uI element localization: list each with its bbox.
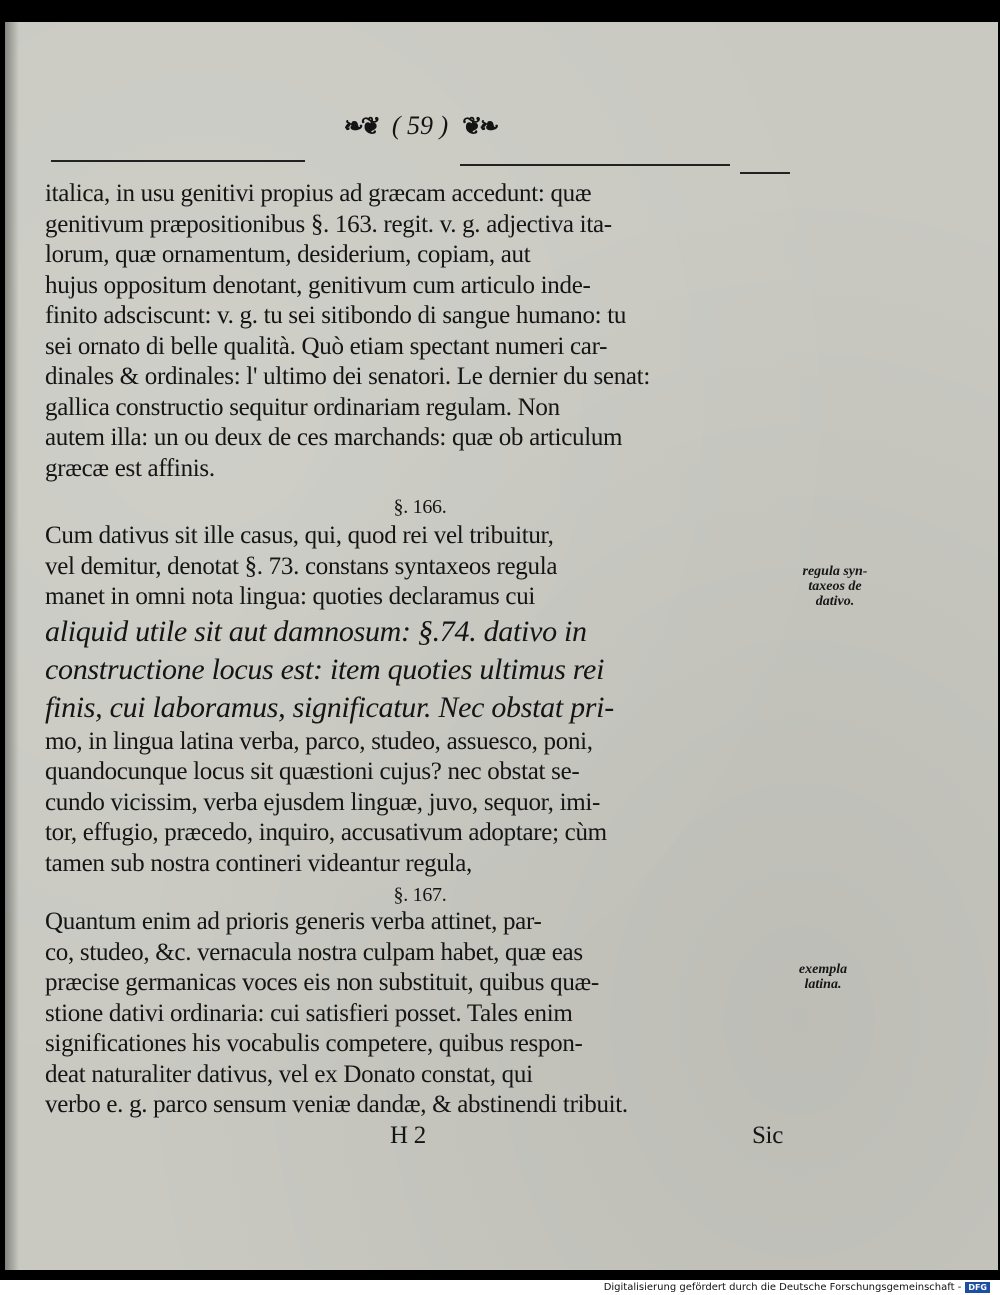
text-line: stione dativi ordinaria: cui satisfieri posset. Tales enim (45, 999, 573, 1027)
italic-rule-line: constructione locus est: item quoties ultimus rei (45, 652, 605, 686)
section-heading-166: §. 166. (393, 496, 447, 518)
text-line: verbo e. g. parco sensum veniæ dandæ, & abstinendi tribuit. (45, 1091, 628, 1118)
page-foot-line (45, 1121, 795, 1152)
text-line: finito adsciscunt: v. g. tu sei sitibondo di sangue humano: tu (45, 302, 627, 329)
text-line: vel demitur, denotat §. 73. constans syntaxeos regula (45, 552, 558, 580)
italic-rule-line: aliquid utile sit aut damnosum: §.74. dativo in (45, 614, 587, 648)
footer-credit-text: Digitalisierung gefördert durch die Deutsche Forschungsgemeinschaft - (603, 1282, 962, 1293)
dfg-logo-icon: DFG (965, 1282, 990, 1293)
header-rule-left (51, 160, 305, 162)
spacer (45, 484, 795, 494)
text-line: mo, in lingua latina verba, parco, studeo, assuesco, poni, (45, 727, 593, 755)
signature-mark: H 2 (390, 1121, 426, 1149)
body-text (45, 179, 795, 1151)
text-line: co, studeo, &c. vernacula nostra culpam habet, quæ eas (45, 938, 583, 966)
digitization-footer (0, 1280, 1000, 1295)
page-number: ( 59 ) (391, 111, 449, 140)
margin-note-syntax-rule: regula syn- taxeos de dativo. (802, 564, 868, 609)
text-line: genitivum præpositionibus §. 163. regit. v. g. adjectiva ita- (45, 210, 612, 238)
margin-note-latin-examples: exempla latina. (798, 962, 848, 992)
catchword: Sic (751, 1121, 783, 1149)
header-rule-middle (460, 164, 730, 166)
text-line: hujus oppositum denotant, genitivum cum articulo inde- (45, 271, 591, 299)
text-line: dinales & ordinales: l' ultimo dei senatori. Le dernier du senat: (45, 363, 650, 390)
text-line: significationes his vocabulis competere, quibus respon- (45, 1030, 583, 1057)
header-rule-right (740, 172, 790, 174)
text-line: præcise germanicas voces eis non substituit, quibus quæ- (45, 969, 599, 996)
scanned-page (5, 22, 998, 1270)
text-line: græcæ est affinis. (45, 454, 215, 482)
section-heading-167: §. 167. (393, 884, 447, 906)
text-line: deat naturaliter dativus, vel ex Donato constat, qui (45, 1060, 533, 1088)
text-line: cundo vicissim, verba ejusdem linguæ, juvo, sequor, imi- (45, 788, 601, 816)
ornament-right-icon: ❦❧ (462, 113, 497, 140)
text-line: Cum dativus sit ille casus, qui, quod rei vel tribuitur, (45, 522, 554, 549)
italic-rule-line: finis, cui laboramus, significatur. Nec obstat pri- (45, 690, 614, 724)
text-line: italica, in usu genitivi propius ad græcam accedunt: quæ (45, 180, 592, 207)
text-line: autem illa: un ou deux de ces marchands: quæ ob articulum (45, 424, 623, 451)
text-line: manet in omni nota lingua: quoties declaramus cui (45, 583, 536, 610)
text-line: tor, effugio, præcedo, inquiro, accusativum adoptare; cùm (45, 819, 607, 846)
text-line: lorum, quæ ornamentum, desiderium, copiam, aut (45, 241, 531, 268)
page-header (305, 106, 535, 146)
text-line: quandocunque locus sit quæstioni cujus? nec obstat se- (45, 758, 580, 785)
text-line: Quantum enim ad prioris generis verba attinet, par- (45, 908, 542, 935)
text-line: sei ornato di belle qualità. Quò etiam spectant numeri car- (45, 332, 608, 360)
text-line: tamen sub nostra contineri videantur regula, (45, 849, 472, 877)
ornament-left-icon: ❧❦ (343, 113, 378, 140)
gutter-shadow (5, 22, 19, 1270)
text-line: gallica constructio sequitur ordinariam regulam. Non (45, 393, 560, 421)
